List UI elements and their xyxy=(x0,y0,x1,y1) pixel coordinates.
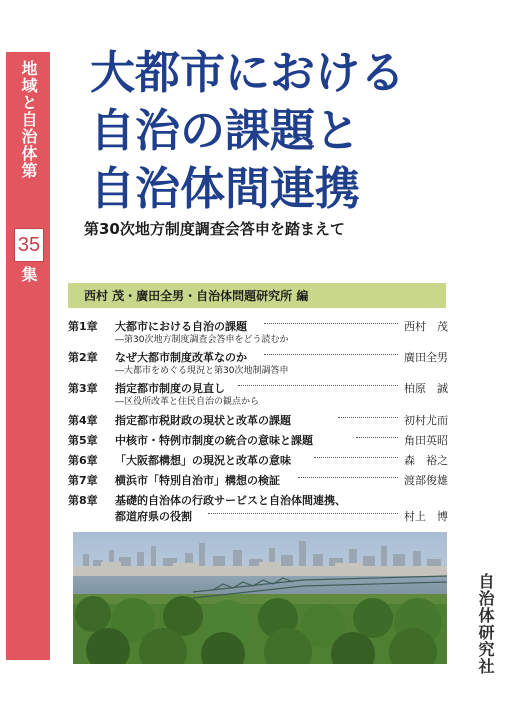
chapter-number: 第6章 xyxy=(68,454,98,467)
chapter-author: 渡部俊雄 xyxy=(404,474,448,487)
chapter-title: 中核市・特例市制度の統合の意味と課題 xyxy=(115,434,313,447)
leader-dots xyxy=(356,437,398,439)
leader-dots xyxy=(314,457,398,459)
leader-dots xyxy=(338,417,398,419)
chapter-title: なぜ大都市制度改革なのか xyxy=(115,351,247,364)
chapter-author: 初村尤而 xyxy=(404,414,448,427)
chapter-author: 廣田全男 xyxy=(404,351,448,364)
chapter-author: 西村 茂 xyxy=(404,320,448,333)
editors-bar xyxy=(68,283,446,308)
chapter-number: 第1章 xyxy=(68,320,98,333)
leader-dots xyxy=(208,513,398,515)
chapter-subtitle: ―大都市をめぐる現況と第30次地制調答申 xyxy=(115,366,289,376)
chapter-number: 第3章 xyxy=(68,382,98,395)
chapter-author: 柏原 誠 xyxy=(404,382,448,395)
chapter-author: 森 裕之 xyxy=(404,454,448,467)
editors-text: 西村 茂・廣田全男・自治体問題研究所 編 xyxy=(84,289,309,303)
leader-dots xyxy=(298,477,398,479)
leader-dots xyxy=(238,385,398,387)
chapter-title: 指定都市制度の見直し xyxy=(115,382,225,395)
chapter-number: 第5章 xyxy=(68,434,98,447)
leader-dots xyxy=(264,354,398,356)
chapter-author: 角田英昭 xyxy=(404,434,448,447)
title-line-2: 自治の課題と xyxy=(90,104,361,157)
book-subtitle: 第30次地方制度調査会答申を踏まえて xyxy=(84,220,345,238)
chapter-title: 指定都市税財政の現状と改革の課題 xyxy=(115,414,291,427)
series-suffix: 集 xyxy=(19,266,38,282)
leader-dots xyxy=(264,323,398,325)
chapter-title: 横浜市「特別自治市」構想の検証 xyxy=(115,474,280,487)
series-label: 地域と自治体第 xyxy=(19,60,38,179)
title-line-3: 自治体間連携 xyxy=(90,162,361,215)
chapter-subtitle: ―区役所改革と住民自治の観点から xyxy=(115,397,260,407)
chapter-title: 大都市における自治の課題 xyxy=(115,320,247,333)
chapter-number: 第7章 xyxy=(68,474,98,487)
cover-photo-cityscape xyxy=(73,532,447,664)
chapter-number: 第4章 xyxy=(68,414,98,427)
chapter-author: 村上 博 xyxy=(404,510,448,523)
title-line-1: 大都市における xyxy=(90,46,406,99)
publisher-name: 自治体研究社 xyxy=(476,573,495,675)
chapter-title-cont: 都道府県の役割 xyxy=(115,510,192,523)
book-title xyxy=(90,44,490,218)
cityscape-illustration xyxy=(73,532,447,664)
chapter-title: 基礎的自治体の行政サービスと自治体間連携、 xyxy=(115,494,346,507)
chapter-subtitle: ―第30次地方制度調査会答申をどう読むか xyxy=(115,335,289,345)
chapter-title: 「大阪都構想」の現況と改革の意味 xyxy=(115,454,291,467)
volume-number: 35 xyxy=(14,228,44,262)
chapter-number: 第8章 xyxy=(68,494,98,507)
chapter-number: 第2章 xyxy=(68,351,98,364)
spine-band xyxy=(6,52,50,660)
